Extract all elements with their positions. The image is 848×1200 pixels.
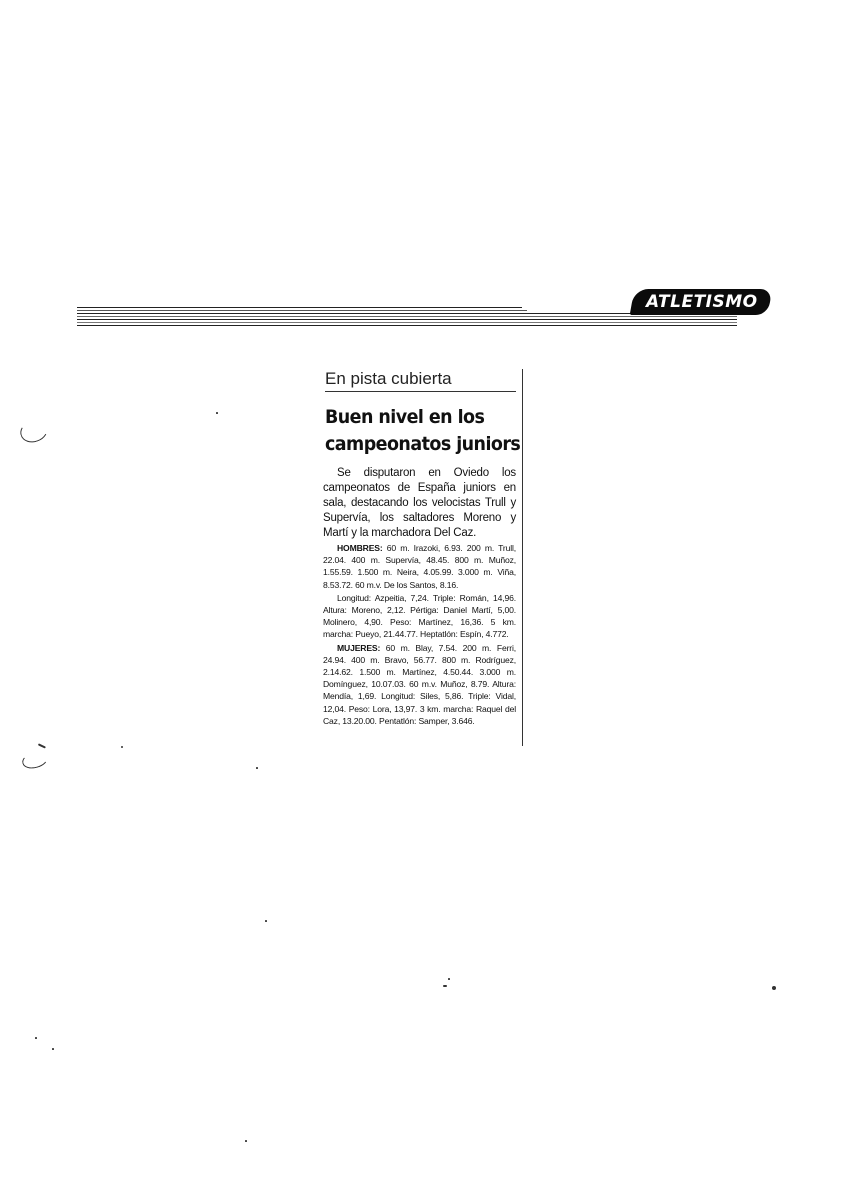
section-tag: ATLETISMO (630, 289, 772, 315)
women-results (323, 642, 516, 727)
scan-speck (216, 412, 218, 414)
men-results (323, 542, 516, 591)
article (323, 369, 523, 746)
scan-speck (448, 978, 450, 980)
article-headline (325, 404, 521, 458)
scan-speck (52, 1048, 54, 1050)
women-track-results: 60 m. Blay, 7.54. 200 m. Ferri, 24.94. 400 m. Bravo, 56.77. 800 m. Rodríguez, 2.14.62. 1.500 m. Martínez, 4.50.44. 3.000 m. Domínguez, 10.07.03. 60 m.v. Muñoz, 8.79. Altura: Mendía, 1,69. Longitud: Siles, 5,86. Triple: Vidal, 12,04. Peso: Lora, 13,97. 3 km. marcha: Raquel del Caz, 13.20.00. Pentatlón: Samper, 3.646. (323, 642, 516, 726)
article-kicker: En pista cubierta (325, 369, 516, 392)
scan-speck (121, 746, 123, 748)
scan-mark-arc (17, 416, 51, 446)
men-label: HOMBRES: (337, 543, 383, 553)
scan-speck (35, 1037, 37, 1039)
scan-speck (265, 920, 267, 922)
men-track-results: 60 m. Irazoki, 6.93. 200 m. Trull, 22.04. 400 m. Supervía, 48.45. 800 m. Muñoz, 1.55.59. 1.500 m. Neira, 4.05.99. 3.000 m. Viña, 8.53.72. 60 m.v. De los Santos, 8.16. (323, 543, 516, 590)
men-field-results: Longitud: Azpeitia, 7,24. Triple: Román, 14,96. Altura: Moreno, 2,12. Pértiga: Daniel Martí, 5,00. Molinero, 4,90. Peso: Martínez, 16,36. 5 km. marcha: Pueyo, 21.44.77. Heptatlón: Espín, 4.772. (323, 592, 516, 640)
women-label: MUJERES: (337, 642, 381, 653)
scan-speck (443, 985, 447, 987)
headline-line-1: Buen nivel en los (325, 406, 485, 428)
article-lead: Se disputaron en Oviedo los campeonatos de España juniors en sala, destacando los velocistas Trull y Supervía, los saltadores Moreno y Martí y la marchadora Del Caz. (323, 467, 516, 539)
scan-speck (38, 743, 46, 748)
scan-speck (772, 986, 776, 990)
headline-line-2: campeonatos juniors (325, 433, 521, 455)
scan-speck (245, 1140, 247, 1142)
scan-mark-arc (20, 749, 49, 771)
scan-speck (256, 767, 258, 769)
